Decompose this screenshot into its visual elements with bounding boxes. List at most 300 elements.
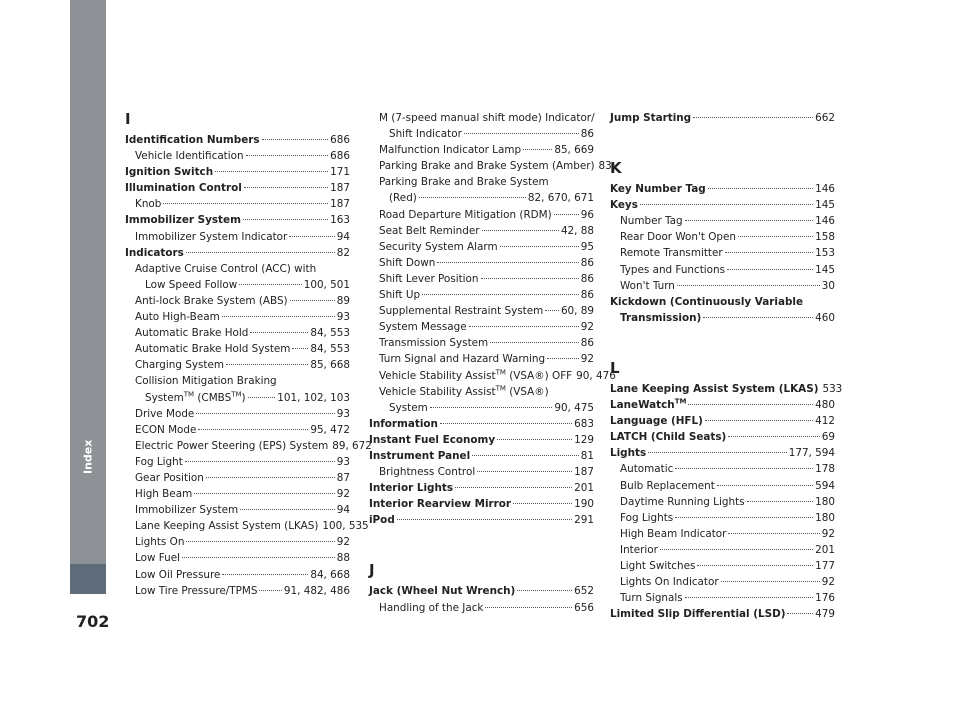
entry-term: Low Speed Follow xyxy=(145,278,238,291)
entry-term: Interior Lights xyxy=(369,482,454,495)
dot-leader xyxy=(246,155,329,156)
entry-term: Parking Brake and Brake System (Amber) xyxy=(379,160,595,173)
dot-leader xyxy=(640,204,813,205)
dot-leader xyxy=(289,236,334,237)
section-letter: K xyxy=(610,159,622,178)
dot-leader xyxy=(244,187,328,188)
index-entry xyxy=(369,400,594,416)
dot-leader xyxy=(513,503,572,504)
entry-term: Types and Functions xyxy=(620,263,726,276)
dot-leader xyxy=(226,364,308,365)
entry-term: Turn Signals xyxy=(620,592,683,605)
page-ref: 412 xyxy=(815,415,835,428)
dot-leader xyxy=(490,342,579,343)
index-entry xyxy=(610,590,835,606)
index-entry xyxy=(369,335,594,351)
entry-term: Handling of the Jack xyxy=(379,601,484,614)
entry-term: Brightness Control xyxy=(379,466,476,479)
entry-term: M (7-speed manual shift mode) Indicator/ xyxy=(379,112,595,124)
page-ref: 100, 535 xyxy=(322,520,369,533)
dot-leader xyxy=(523,149,552,150)
page-ref: 594 xyxy=(815,479,835,492)
dot-leader xyxy=(500,246,579,247)
page-ref: 101, 102, 103 xyxy=(277,391,350,404)
index-entry xyxy=(369,319,594,335)
index-entry xyxy=(369,223,594,239)
index-entry xyxy=(125,212,350,228)
entry-term: Road Departure Mitigation (RDM) xyxy=(379,208,552,221)
entry-term: Daytime Running Lights xyxy=(620,495,745,508)
index-entry xyxy=(369,448,594,464)
entry-term: Electric Power Steering (EPS) System xyxy=(135,439,329,452)
index-entry xyxy=(125,293,350,309)
dot-leader xyxy=(517,590,572,591)
entry-term: Lights On Indicator xyxy=(620,576,719,589)
index-entry xyxy=(610,262,835,278)
entry-term: Illumination Control xyxy=(125,182,242,195)
page-ref: 96 xyxy=(580,208,594,221)
index-entry xyxy=(369,207,594,223)
dot-leader xyxy=(497,439,572,440)
index-entry xyxy=(125,422,350,438)
index-entry xyxy=(610,245,835,261)
page-ref: 683 xyxy=(574,417,594,430)
index-entry xyxy=(125,341,350,357)
dot-leader xyxy=(675,468,813,469)
entry-term: Shift Indicator xyxy=(389,128,462,141)
index-entry xyxy=(369,600,594,616)
entry-term: Knob xyxy=(135,198,162,211)
page-ref: 92 xyxy=(580,353,594,366)
entry-term: Immobilizer System xyxy=(125,214,241,227)
page-ref: 92 xyxy=(336,536,350,549)
index-entry xyxy=(369,126,594,142)
entry-term: Automatic Brake Hold xyxy=(135,327,249,340)
entry-term: Information xyxy=(369,417,438,430)
index-entry xyxy=(610,213,835,229)
index-entry xyxy=(610,310,835,326)
index-entry xyxy=(369,303,594,319)
index-entry xyxy=(369,287,594,303)
page-ref: 84, 553 xyxy=(310,327,350,340)
entry-term: Lane Keeping Assist System (LKAS) xyxy=(135,520,319,533)
page-ref: 94 xyxy=(336,230,350,243)
entry-term: Shift Up xyxy=(379,289,421,302)
entry-term: Lights xyxy=(610,447,647,460)
dot-leader xyxy=(240,509,335,510)
dot-leader xyxy=(660,549,813,550)
index-entry xyxy=(125,245,350,261)
entry-term: Collision Mitigation Braking xyxy=(135,375,277,388)
page-ref: 163 xyxy=(330,214,350,227)
dot-leader xyxy=(250,332,308,333)
dot-leader xyxy=(697,565,813,566)
dot-leader xyxy=(677,285,820,286)
page-ref: 533 xyxy=(822,382,843,395)
index-column-1 xyxy=(125,110,372,599)
index-entry xyxy=(369,416,594,432)
index-entry xyxy=(369,351,594,367)
entry-term: Lane Keeping Assist System (LKAS) xyxy=(610,382,819,395)
dot-leader xyxy=(469,326,579,327)
entry-term: Indicators xyxy=(125,246,184,259)
section-letter: J xyxy=(369,561,375,580)
entry-term: Bulb Replacement xyxy=(620,479,715,492)
dot-leader xyxy=(703,317,813,318)
page-ref: 83 xyxy=(598,160,612,173)
index-entry xyxy=(125,164,350,180)
entry-term: Identification Numbers xyxy=(125,134,260,146)
page-ref: 82, 670, 671 xyxy=(527,192,594,205)
dot-leader xyxy=(547,358,579,359)
page-ref: 87 xyxy=(336,471,350,484)
entry-term: Low Fuel xyxy=(135,552,181,565)
page-ref: 84, 553 xyxy=(310,343,350,356)
dot-leader xyxy=(186,541,334,542)
page-ref: 479 xyxy=(815,608,835,621)
dot-leader xyxy=(455,487,572,488)
page-ref: 86 xyxy=(580,337,594,350)
index-column-3 xyxy=(610,110,843,622)
entry-term: ECON Mode xyxy=(135,423,197,436)
dot-leader xyxy=(437,262,578,263)
index-entry xyxy=(610,558,835,574)
entry-term: Interior xyxy=(620,543,658,556)
dot-leader xyxy=(728,533,819,534)
index-entry xyxy=(369,496,594,512)
page-ref: 86 xyxy=(580,128,594,141)
index-entry xyxy=(125,406,350,422)
page-ref: 86 xyxy=(580,256,594,269)
index-entry xyxy=(610,181,835,197)
page-ref: 187 xyxy=(330,198,350,211)
index-entry xyxy=(610,278,835,294)
page-ref: 82 xyxy=(336,246,350,259)
index-entry-line xyxy=(369,384,594,400)
page-ref: 86 xyxy=(580,289,594,302)
index-entry xyxy=(369,142,594,158)
dot-leader xyxy=(185,461,335,462)
page-ref: 42, 88 xyxy=(560,224,594,237)
dot-leader xyxy=(259,590,281,591)
page-ref: 145 xyxy=(815,263,835,276)
dot-leader xyxy=(477,471,572,472)
dot-leader xyxy=(186,252,335,253)
entry-term: Jump Starting xyxy=(610,112,692,124)
entry-term: Instrument Panel xyxy=(369,449,471,462)
entry-term: Shift Lever Position xyxy=(379,272,479,285)
entry-term: Ignition Switch xyxy=(125,166,214,179)
entry-term: Keys xyxy=(610,199,638,212)
entry-term: Jack (Wheel Nut Wrench) xyxy=(369,585,516,598)
entry-term: Malfunction Indicator Lamp xyxy=(379,144,522,157)
index-entry xyxy=(610,229,835,245)
page-ref: 201 xyxy=(815,543,835,556)
index-entry xyxy=(369,464,594,480)
entry-term: System xyxy=(389,401,428,414)
page-ref: 180 xyxy=(815,495,835,508)
page-ref: 176 xyxy=(815,592,835,605)
page-ref: 158 xyxy=(815,231,835,244)
entry-term: Fog Lights xyxy=(620,511,674,524)
page-ref: 89 xyxy=(336,294,350,307)
dot-leader xyxy=(194,493,335,494)
entry-term: Automatic xyxy=(620,463,674,476)
index-entry xyxy=(610,510,835,526)
index-entry xyxy=(369,271,594,287)
page-ref: 146 xyxy=(815,183,835,196)
dot-leader xyxy=(728,436,819,437)
entry-term: Adaptive Cruise Control (ACC) with xyxy=(135,262,317,275)
page-ref: 81 xyxy=(580,449,594,462)
dot-leader xyxy=(727,269,813,270)
dot-leader xyxy=(215,171,328,172)
dot-leader xyxy=(464,133,579,134)
dot-leader xyxy=(422,294,579,295)
page-number: 702 xyxy=(76,612,110,631)
entry-term: Shift Down xyxy=(379,256,436,269)
dot-leader xyxy=(675,517,813,518)
page-ref: 85, 668 xyxy=(310,359,350,372)
page-ref: 92 xyxy=(821,527,835,540)
index-entry xyxy=(369,158,612,174)
dot-leader xyxy=(725,252,813,253)
page-ref: 291 xyxy=(574,514,594,527)
index-entry xyxy=(125,196,350,212)
page-ref: 686 xyxy=(330,150,350,163)
index-entry xyxy=(125,454,350,470)
entry-term: Transmission System xyxy=(379,337,489,350)
page-ref: 94 xyxy=(336,504,350,517)
index-entry-line xyxy=(125,261,350,277)
index-entry xyxy=(610,413,835,429)
index-entry xyxy=(610,542,835,558)
index-entry xyxy=(125,180,350,196)
index-entry xyxy=(610,197,835,213)
index-entry xyxy=(369,239,594,255)
dot-leader xyxy=(721,581,820,582)
entry-term: Vehicle Stability Assist™ (VSA®) OFF xyxy=(379,368,573,382)
page-ref: 92 xyxy=(580,321,594,334)
entry-term: Kickdown (Continuously Variable xyxy=(610,295,804,308)
index-entry xyxy=(125,357,350,373)
entry-term: Language (HFL) xyxy=(610,415,703,428)
index-entry xyxy=(610,526,835,542)
entry-term: Immobilizer System xyxy=(135,504,239,517)
side-tab-marker xyxy=(70,564,106,594)
entry-term: Charging System xyxy=(135,359,225,372)
dot-leader xyxy=(747,501,814,502)
entry-term: Transmission) xyxy=(620,311,702,324)
page-ref: 180 xyxy=(815,511,835,524)
index-entry xyxy=(610,606,835,622)
index-entry xyxy=(610,494,835,510)
dot-leader xyxy=(262,139,329,140)
dot-leader xyxy=(248,397,276,398)
page-ref: 92 xyxy=(336,488,350,501)
page-ref: 100, 501 xyxy=(303,278,350,291)
index-entry xyxy=(125,567,350,583)
entry-term: Vehicle Identification xyxy=(135,150,244,163)
dot-leader xyxy=(693,117,813,118)
index-entry xyxy=(125,325,350,341)
index-entry xyxy=(610,445,835,461)
entry-term: Low Oil Pressure xyxy=(135,568,221,581)
entry-term: Vehicle Stability Assist™ (VSA®) xyxy=(379,384,549,398)
entry-term: LATCH (Child Seats) xyxy=(610,431,727,444)
page-ref: 30 xyxy=(821,279,835,292)
page-ref: 60, 89 xyxy=(560,305,594,318)
dot-leader xyxy=(545,310,559,311)
page-ref: 146 xyxy=(815,215,835,228)
index-entry xyxy=(369,368,616,384)
index-entry xyxy=(125,502,350,518)
entry-term: Turn Signal and Hazard Warning xyxy=(379,353,546,366)
index-entry xyxy=(125,550,350,566)
page-ref: 201 xyxy=(574,482,594,495)
dot-leader xyxy=(430,407,553,408)
entry-term: Auto High-Beam xyxy=(135,311,220,324)
page-ref: 187 xyxy=(574,466,594,479)
page-ref: 171 xyxy=(330,166,350,179)
page-ref: 89, 672 xyxy=(332,439,372,452)
section-letter: I xyxy=(125,110,131,128)
page-ref: 153 xyxy=(815,247,835,260)
dot-leader xyxy=(292,348,308,349)
dot-leader xyxy=(472,455,579,456)
entry-term: Security System Alarm xyxy=(379,240,498,253)
dot-leader xyxy=(182,557,335,558)
entry-term: Won't Turn xyxy=(620,279,675,292)
dot-leader xyxy=(198,429,308,430)
index-column-2 xyxy=(369,110,616,616)
entry-term: Seat Belt Reminder xyxy=(379,224,480,237)
page-ref: 652 xyxy=(574,585,594,598)
page-ref: 686 xyxy=(330,134,350,146)
page-ref: 177 xyxy=(815,559,835,572)
dot-leader xyxy=(482,230,559,231)
page-ref: 190 xyxy=(574,498,594,511)
dot-leader xyxy=(206,477,335,478)
index-entry xyxy=(125,309,350,325)
dot-leader xyxy=(397,519,572,520)
index-entry-line xyxy=(125,373,350,389)
page-ref: 662 xyxy=(815,112,835,124)
entry-term: Lights On xyxy=(135,536,185,549)
entry-term: Low Tire Pressure/TPMS xyxy=(135,584,258,597)
page-ref: 129 xyxy=(574,433,594,446)
entry-term: System™ (CMBS™) xyxy=(145,390,246,404)
page-ref: 93 xyxy=(336,311,350,324)
page-ref: 90, 476 xyxy=(576,369,616,382)
entry-term: High Beam xyxy=(135,488,193,501)
index-entry xyxy=(610,429,835,445)
dot-leader xyxy=(163,203,328,204)
index-entry xyxy=(125,518,369,534)
page-ref: 84, 668 xyxy=(310,568,350,581)
index-entry xyxy=(369,255,594,271)
index-entry-line xyxy=(369,110,594,126)
dot-leader xyxy=(239,284,301,285)
entry-term: Fog Light xyxy=(135,455,183,468)
entry-term: Interior Rearview Mirror xyxy=(369,498,512,511)
dot-leader xyxy=(685,220,814,221)
entry-term: Key Number Tag xyxy=(610,183,706,196)
dot-leader xyxy=(222,316,335,317)
index-entry-line xyxy=(369,174,594,190)
entry-term: Gear Position xyxy=(135,471,204,484)
page-ref: 86 xyxy=(580,272,594,285)
dot-leader xyxy=(688,404,813,405)
entry-term: (Red) xyxy=(389,192,417,205)
page-ref: 145 xyxy=(815,199,835,212)
page-ref: 95 xyxy=(580,240,594,253)
dot-leader xyxy=(485,607,572,608)
dot-leader xyxy=(717,485,813,486)
page-ref: 91, 482, 486 xyxy=(283,584,350,597)
index-entry xyxy=(369,583,594,599)
dot-leader xyxy=(196,413,334,414)
index-entry xyxy=(369,432,594,448)
index-entry xyxy=(125,148,350,164)
page-ref: 178 xyxy=(815,463,835,476)
index-entry xyxy=(369,480,594,496)
entry-term: Drive Mode xyxy=(135,407,195,420)
entry-term: Limited Slip Differential (LSD) xyxy=(610,608,786,621)
dot-leader xyxy=(419,197,526,198)
dot-leader xyxy=(708,188,814,189)
entry-term: Parking Brake and Brake System xyxy=(379,176,549,189)
index-entry xyxy=(610,110,835,126)
page-ref: 92 xyxy=(821,576,835,589)
index-entry xyxy=(369,512,594,528)
index-entry-line xyxy=(610,294,835,310)
index-entry xyxy=(125,534,350,550)
dot-leader xyxy=(440,423,572,424)
entry-term: Automatic Brake Hold System xyxy=(135,343,291,356)
page-ref: 90, 475 xyxy=(554,401,594,414)
dot-leader xyxy=(290,300,335,301)
index-entry xyxy=(610,478,835,494)
entry-term: Remote Transmitter xyxy=(620,247,723,260)
dot-leader xyxy=(705,420,813,421)
entry-term: Light Switches xyxy=(620,559,696,572)
page-ref: 480 xyxy=(815,399,835,412)
index-entry xyxy=(125,229,350,245)
page-ref: 88 xyxy=(336,552,350,565)
page-ref: 187 xyxy=(330,182,350,195)
page-ref: 177, 594 xyxy=(788,447,835,460)
page-ref: 460 xyxy=(815,311,835,324)
index-entry xyxy=(125,583,350,599)
index-entry xyxy=(125,390,350,406)
index-entry xyxy=(610,574,835,590)
index-entry xyxy=(369,190,594,206)
entry-term: Number Tag xyxy=(620,215,683,228)
dot-leader xyxy=(738,236,813,237)
dot-leader xyxy=(481,278,579,279)
dot-leader xyxy=(554,214,579,215)
entry-term: Anti-lock Brake System (ABS) xyxy=(135,294,288,307)
entry-term: System Message xyxy=(379,321,467,334)
index-entry xyxy=(125,277,350,293)
dot-leader xyxy=(243,219,328,220)
page-ref: 93 xyxy=(336,455,350,468)
page-ref: 85, 669 xyxy=(554,144,594,157)
dot-leader xyxy=(222,574,308,575)
entry-term: Immobilizer System Indicator xyxy=(135,230,288,243)
dot-leader xyxy=(787,613,813,614)
